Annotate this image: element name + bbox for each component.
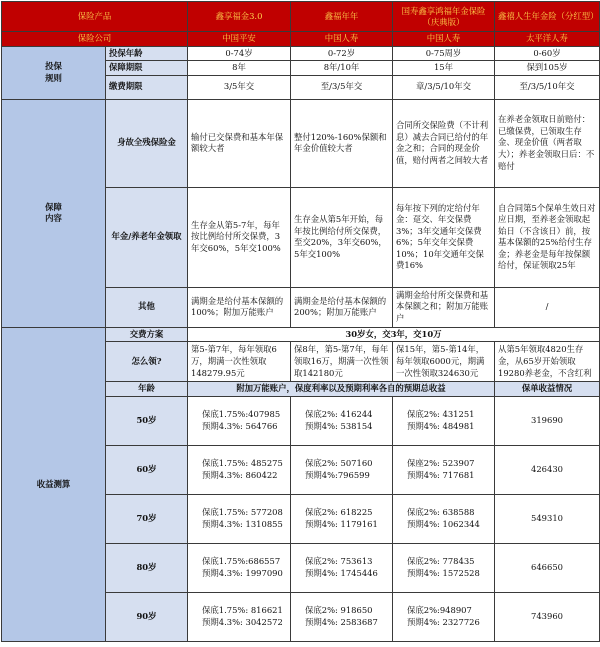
company-3: 中国人寿: [393, 32, 495, 47]
returns-60-p2: [291, 445, 393, 494]
returns-50-p1-min: 保底1.75%:407985: [202, 409, 281, 420]
product-label: 保险产品: [2, 2, 188, 32]
rules-pay-1: 3/5年交: [188, 75, 291, 99]
returns-60-p2-exp: 预期4%:796599: [305, 469, 370, 480]
returns-80-p3-exp: 预期4%: 1572528: [407, 567, 480, 578]
coverage-row-death: [2, 99, 600, 187]
rules-pay-4: 至/3/5/10年交: [495, 75, 600, 99]
returns-90-p2-exp: 预期4%: 2583687: [305, 616, 378, 627]
returns-70-p1-exp: 预期4.3%: 1310855: [202, 518, 283, 529]
coverage-label-death: 身故全残保险金: [106, 99, 188, 187]
rules-label-age: 投保年龄: [106, 46, 188, 61]
company-2: 中国人寿: [291, 32, 393, 47]
returns-age-90: 90岁: [106, 592, 188, 641]
product-header-row: [2, 2, 600, 32]
rules-pay-3: 章/3/5/10年交: [393, 75, 495, 99]
returns-60-p2-min: 保底2%: 507160: [305, 458, 373, 469]
returns-90-p1: [188, 592, 291, 641]
coverage-death-3: 合同所交保险费（不计利息）减去合同已给付的年金之和；合同的现金价值，赔付两者之间较大者: [393, 99, 495, 187]
plan-value: 30岁女，交3年，交10万: [188, 327, 600, 342]
returns-70-p2-min: 保底2%: 618225: [305, 507, 373, 518]
rules-age-1: 0-74岁: [188, 46, 291, 61]
company-4: 太平洋人寿: [495, 32, 600, 47]
rules-pay-2: 至/3/5年交: [291, 75, 393, 99]
returns-50-p2-exp: 预期4%: 538154: [305, 420, 373, 431]
returns-60-p3-exp: 预期4%: 717681: [407, 469, 475, 480]
rules-group-line-1: 投保: [45, 61, 62, 72]
coverage-annuity-4: 自合同第5个保单生效日对应日期，至养老金领取起始日（不含该日）前，按基本保额的25%给付生存金；养老金是每年按保额给付，保证领取25年: [495, 187, 600, 287]
returns-60-policy: 426430: [495, 445, 600, 494]
returns-80-p3: [393, 543, 495, 592]
coverage-group-line-2: 内容: [45, 213, 62, 224]
returns-50-p2: [291, 396, 393, 445]
returns-60-p3: [393, 445, 495, 494]
coverage-other-1: 满期金是给付基本保额的100%；附加万能账户: [188, 287, 291, 327]
returns-80-p2-min: 保底2%: 753613: [305, 556, 373, 567]
returns-80-p1-exp: 预期4.3%: 1997090: [202, 567, 283, 578]
returns-age-60: 60岁: [106, 445, 188, 494]
rules-label-pay: 缴费期限: [106, 75, 188, 99]
returns-right-header: 保单收益情况: [495, 382, 600, 397]
returns-70-policy: 549310: [495, 494, 600, 543]
returns-50-p3: [393, 396, 495, 445]
returns-group-label: 收益测算: [2, 327, 106, 641]
returns-90-p2-min: 保底2%: 918650: [305, 605, 373, 616]
returns-80-p1: [188, 543, 291, 592]
returns-50-p1: [188, 396, 291, 445]
returns-80-policy: 646650: [495, 543, 600, 592]
coverage-group-line-1: 保障: [45, 201, 62, 212]
coverage-group-label: [2, 99, 106, 327]
rules-term-1: 8年: [188, 61, 291, 76]
rules-term-2: 8年/10年: [291, 61, 393, 76]
coverage-death-4: 在养老金领取日前赔付：已缴保费，已领取生存金、现金价值（两者取大）；养老金领取日后：不赔付: [495, 99, 600, 187]
claim-1: 第5-第7年，每年领取6万，期满一次性领取148279.95元: [188, 342, 291, 382]
comparison-table: [1, 1, 600, 642]
returns-50-p1-exp: 预期4.3%: 564766: [202, 420, 278, 431]
claim-label: 怎么领?: [106, 342, 188, 382]
product-name-2: 鑫福年年: [291, 2, 393, 32]
returns-age-50: 50岁: [106, 396, 188, 445]
rules-age-2: 0-72岁: [291, 46, 393, 61]
coverage-annuity-1: 生存金从第5-7年，每年按比例给付所交保费，3年交60%，5年交100%: [188, 187, 291, 287]
rules-group-line-2: 规则: [45, 72, 62, 83]
rules-term-3: 15年: [393, 61, 495, 76]
claim-4: 从第5年领取4820生存金，从65岁开始领取19280养老金，不含红利: [495, 342, 600, 382]
returns-60-p1-min: 保底1.75%: 485275: [202, 458, 283, 469]
coverage-other-2: 满期金是给付基本保额的200%；附加万能账户: [291, 287, 393, 327]
returns-mid-header: 附加万能账户，保度利率以及预期利率各自的预期总收益: [188, 382, 495, 397]
returns-60-p1-exp: 预期4.3%: 860422: [202, 469, 278, 480]
company-row: [2, 32, 600, 47]
returns-90-p2: [291, 592, 393, 641]
returns-90-p3: [393, 592, 495, 641]
coverage-death-2: 整付120%-160%保额和年金价值较大者: [291, 99, 393, 187]
returns-80-p2-exp: 预期4%: 1745446: [305, 567, 378, 578]
returns-70-p2: [291, 494, 393, 543]
returns-70-p1-min: 保底1.75%: 577208: [202, 507, 283, 518]
returns-90-policy: 743960: [495, 592, 600, 641]
returns-70-p3-min: 保底2%: 638588: [407, 507, 475, 518]
claim-3: 保15年，第5-第14年，每年领取6000元，期满一次性领取324630元: [393, 342, 495, 382]
rules-term-4: 保到105岁: [495, 61, 600, 76]
returns-70-p3: [393, 494, 495, 543]
returns-50-p3-min: 保底2%: 431251: [407, 409, 475, 420]
rules-label-term: 保障期限: [106, 61, 188, 76]
rules-age-3: 0-75周岁: [393, 46, 495, 61]
returns-70-p1: [188, 494, 291, 543]
returns-70-p3-exp: 预期4%: 1062344: [407, 518, 480, 529]
coverage-other-3: 满期金给付所交保费和基本保额之和；附加万能账户: [393, 287, 495, 327]
product-name-1: 鑫享福金3.0: [188, 2, 291, 32]
returns-50-p2-min: 保底2%: 416244: [305, 409, 373, 420]
product-name-4: 鑫禧人生年金险（分红型）: [495, 2, 600, 32]
returns-50-p3-exp: 预期4%: 484981: [407, 420, 475, 431]
returns-80-p2: [291, 543, 393, 592]
company-label: 保险公司: [2, 32, 188, 47]
coverage-other-4: /: [495, 287, 600, 327]
coverage-annuity-2: 生存金从第5年开始，每年按比例给付所交保费，至交20%，3年交60%，5年交100%: [291, 187, 393, 287]
returns-80-p1-min: 保底1.75%:686557: [202, 556, 281, 567]
coverage-label-annuity: 年金/养老年金领取: [106, 187, 188, 287]
company-1: 中国平安: [188, 32, 291, 47]
returns-90-p1-min: 保底1.75%: 816621: [202, 605, 283, 616]
product-name-3: 国寿鑫享鸿福年金保险（庆典版）: [393, 2, 495, 32]
returns-age-header: 年龄: [106, 382, 188, 397]
returns-90-p1-exp: 预期4.3%: 3042572: [202, 616, 283, 627]
plan-label: 交费方案: [106, 327, 188, 342]
plan-row: [2, 327, 600, 342]
returns-age-80: 80岁: [106, 543, 188, 592]
claim-2: 保8年，第5-第7年，每年领取16万，期满一次性领取142180元: [291, 342, 393, 382]
returns-60-p1: [188, 445, 291, 494]
returns-90-p3-exp: 预期4%: 2327726: [407, 616, 480, 627]
coverage-annuity-3: 每年按下列的定给付年金：趸交、年交保费3%；3年交通年交保费6%；5年交年交保费10%；10年交通年交保费16%: [393, 187, 495, 287]
returns-50-policy: 319690: [495, 396, 600, 445]
rules-group-label: [2, 46, 106, 99]
returns-age-70: 70岁: [106, 494, 188, 543]
returns-70-p2-exp: 预期4%: 1179161: [305, 518, 378, 529]
coverage-label-other: 其他: [106, 287, 188, 327]
rules-age-4: 0-60岁: [495, 46, 600, 61]
rules-row-age: [2, 46, 600, 61]
returns-90-p3-min: 保底2%:948907: [407, 605, 472, 616]
returns-80-p3-min: 保底2%: 778435: [407, 556, 475, 567]
returns-60-p3-min: 保座2%: 523907: [407, 458, 475, 469]
coverage-death-1: 输付已交保费和基本年保额较大者: [188, 99, 291, 187]
